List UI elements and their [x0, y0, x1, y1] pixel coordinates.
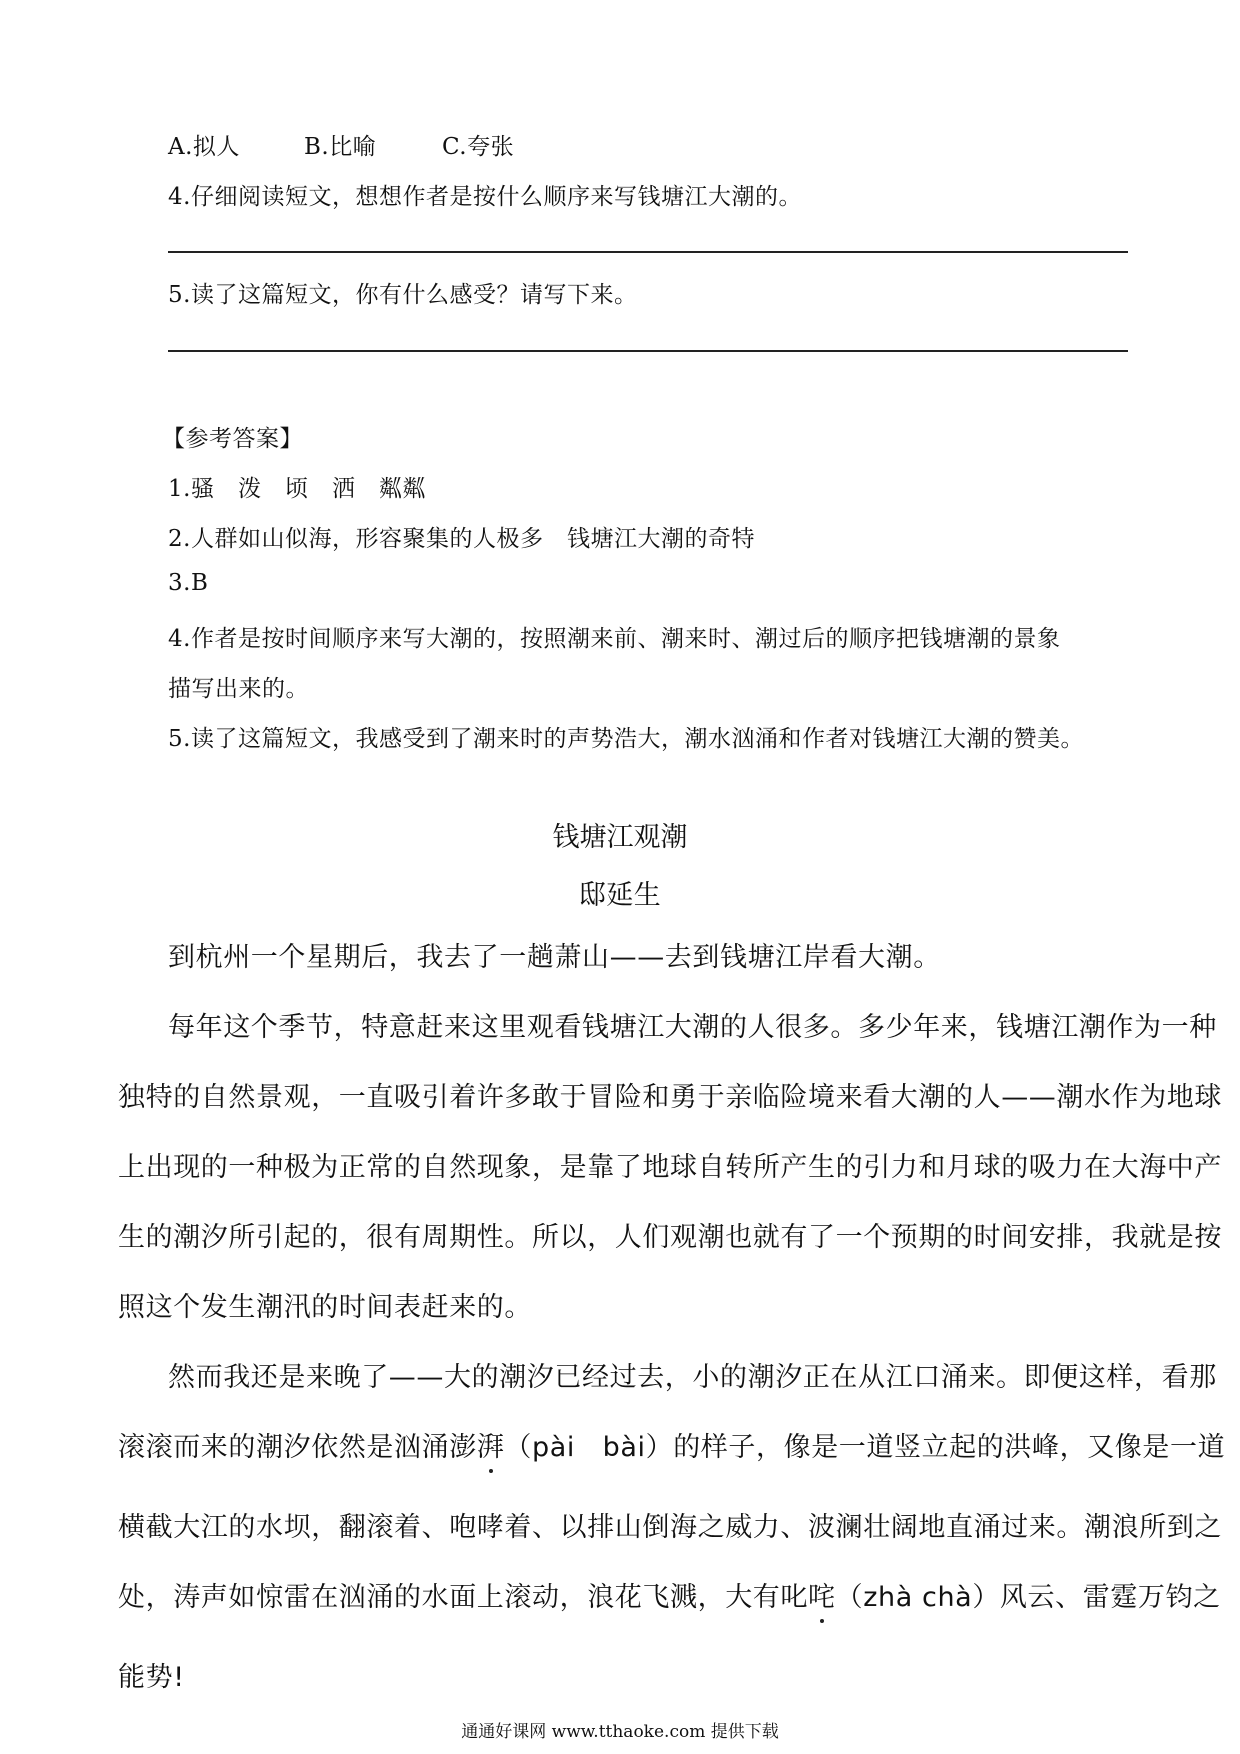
answer-line-q4[interactable]	[168, 251, 1128, 253]
paragraph-2-line-3: 上出现的一种极为正常的自然现象，是靠了地球自转所产生的引力和月球的吸力在大海中产	[118, 1152, 1222, 1183]
paragraph-3-line-2-text-b: （pài bài）的样子，像是一道竖立起的洪峰，又像是一道	[504, 1432, 1226, 1463]
answer-4-line-2: 描写出来的。	[168, 676, 309, 702]
answer-5: 5.读了这篇短文，我感受到了潮来时的声势浩大，潮水汹涌和作者对钱塘江大潮的赞美。	[168, 726, 1084, 752]
answer-4-line-1: 4.作者是按时间顺序来写大潮的，按照潮来前、潮来时、潮过后的顺序把钱塘潮的景象	[168, 626, 1061, 652]
paragraph-3-line-1: 然而我还是来晚了——大的潮汐已经过去，小的潮汐正在从江口涌来。即便这样，看那	[168, 1362, 1217, 1393]
dotted-character-zha: 咤	[808, 1575, 836, 1614]
paragraph-2-line-1: 每年这个季节，特意赶来这里观看钱塘江大潮的人很多。多少年来，钱塘江潮作为一种	[168, 1012, 1217, 1043]
article-author: 邸延生	[578, 880, 662, 911]
answer-3: 3.B	[168, 570, 209, 596]
paragraph-3-line-4-text-a: 处，涛声如惊雷在汹涌的水面上滚动，浪花飞溅，大有叱	[118, 1582, 808, 1613]
paragraph-3-line-2-text-a: 滚滚而来的潮汐依然是汹涌澎	[118, 1432, 477, 1463]
paragraph-2-line-2: 独特的自然景观，一直吸引着许多敢于冒险和勇于亲临险境来看大潮的人——潮水作为地球	[118, 1082, 1222, 1113]
question-5: 5.读了这篇短文，你有什么感受？请写下来。	[168, 282, 638, 308]
paragraph-3-line-2	[118, 1425, 1225, 1464]
paragraph-2-line-4: 生的潮汐所引起的，很有周期性。所以，人们观潮也就有了一个预期的时间安排，我就是按	[118, 1222, 1222, 1253]
question-4: 4.仔细阅读短文，想想作者是按什么顺序来写钱塘江大潮的。	[168, 184, 802, 210]
paragraph-3-line-5: 能势!	[118, 1662, 185, 1693]
answers-heading: 【参考答案】	[162, 426, 303, 452]
page-footer: 通通好课网 www.tthaoke.com 提供下载	[461, 1722, 779, 1742]
answer-1: 1.骚 泼 顷 洒 粼粼	[168, 476, 426, 502]
q3-option-a: A.拟人	[168, 134, 240, 160]
q3-options	[168, 128, 514, 161]
answer-2: 2.人群如山似海，形容聚集的人极多 钱塘江大潮的奇特	[168, 526, 755, 552]
q3-option-c: C.夸张	[442, 134, 515, 160]
answer-line-q5[interactable]	[168, 350, 1128, 352]
paragraph-3-line-4-text-b: （zhà chà）风云、雷霆万钧之	[835, 1582, 1221, 1613]
dotted-character-pai: 湃	[477, 1425, 505, 1464]
paragraph-3-line-3: 横截大江的水坝，翻滚着、咆哮着、以排山倒海之威力、波澜壮阔地直涌过来。潮浪所到之	[118, 1512, 1222, 1543]
q3-option-b: B.比喻	[304, 134, 377, 160]
article-title: 钱塘江观潮	[552, 822, 688, 853]
paragraph-3-line-4	[118, 1575, 1221, 1614]
paragraph-2-line-5: 照这个发生潮汛的时间表赶来的。	[118, 1292, 532, 1323]
paragraph-1: 到杭州一个星期后，我去了一趟萧山——去到钱塘江岸看大潮。	[168, 942, 941, 973]
